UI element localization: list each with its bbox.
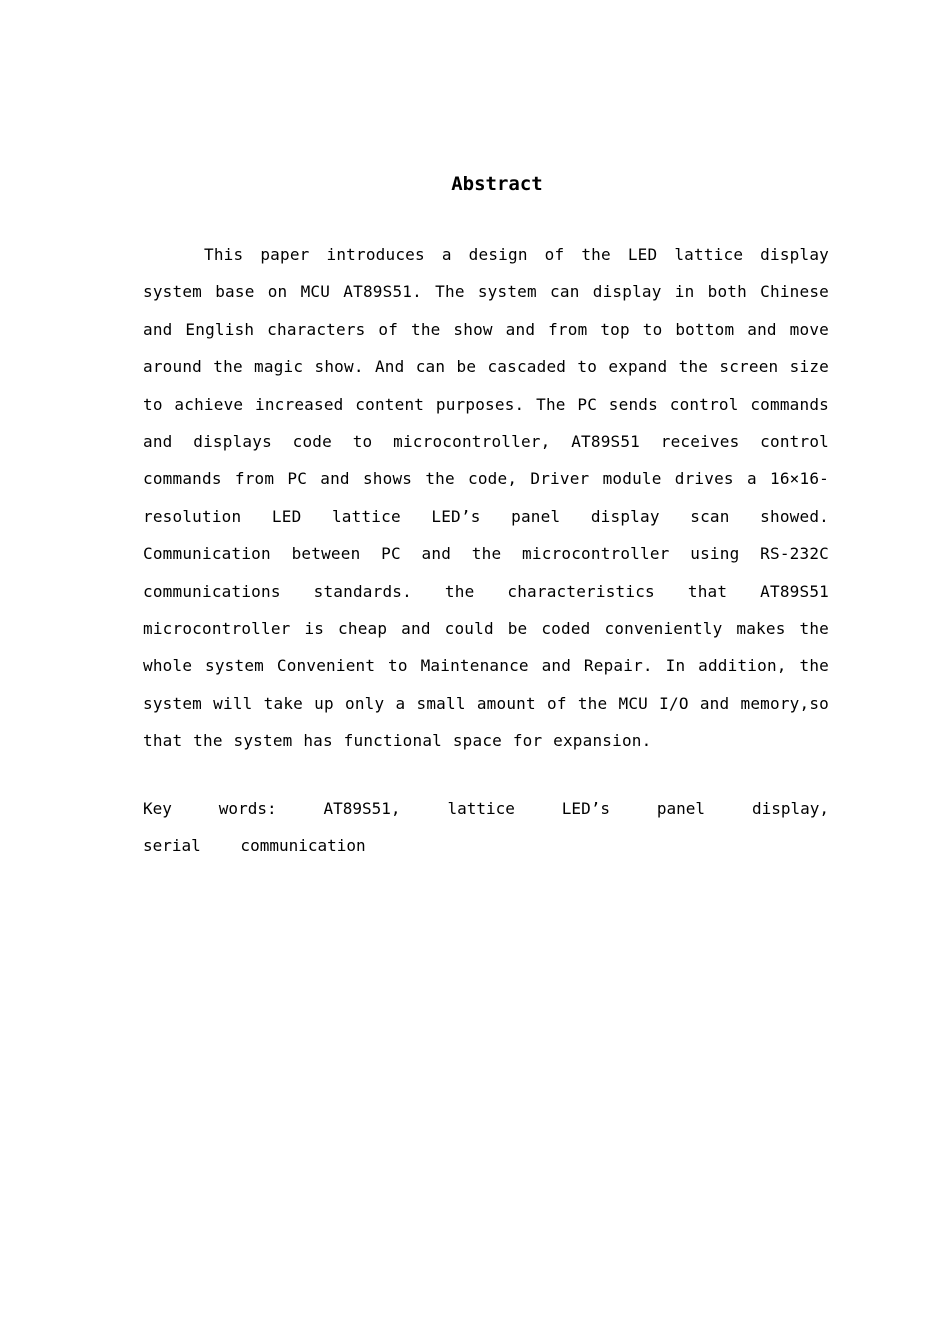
keywords-line: Key words: AT89S51, lattice LED’s panel display, serial communication: [143, 799, 829, 856]
abstract-paragraph: This paper introduces a design of the LED lattice display system base on MCU AT89S51. The system can display in both Chinese and English characters of the show and from top to bottom and move around the magic show. And can be cascaded to expand the screen size to achieve increased content purposes. The PC sends control commands and displays code to microcontroller, AT89S51 receives control commands from PC and shows the code, Driver module drives a 16×16-resolution LED lattice LED’s panel display scan showed. Communication between PC and the microcontroller using RS-232C communications standards. the characteristics that AT89S51 microcontroller is cheap and could be coded conveniently makes the whole system Convenient to Maintenance and Repair. In addition, the system will take up only a small amount of the MCU I/O and memory,so that the system has functional space for expansion.: [143, 245, 829, 751]
page-title: Abstract: [451, 173, 543, 195]
